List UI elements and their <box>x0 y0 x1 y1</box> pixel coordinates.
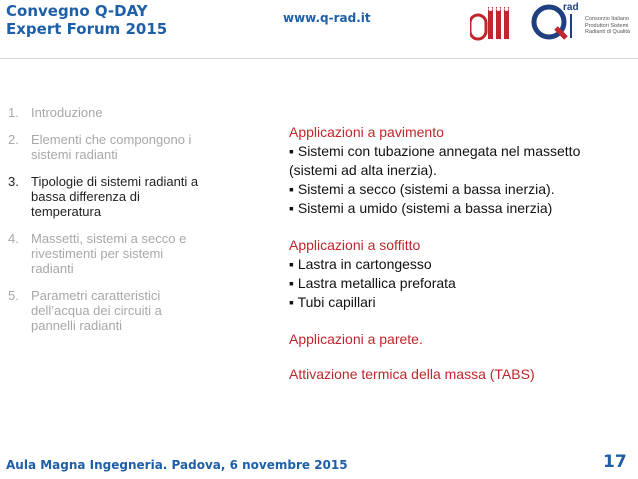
qrad-caption-line-1: Consorzio Italiano <box>585 16 630 22</box>
page-number: 17 <box>603 452 627 472</box>
event-title <box>6 2 167 38</box>
footer-event-info: Aula Magna Ingegneria. Padova, 6 novembre 2015 <box>6 458 348 472</box>
toc-number: 2. <box>8 132 19 147</box>
toc-number: 1. <box>8 105 19 120</box>
toc-label: Massetti, sistemi a secco e rivestimenti per sistemi radianti <box>31 231 187 276</box>
toc-item-5[interactable] <box>8 288 203 333</box>
spacer <box>289 218 629 236</box>
spacer <box>289 312 629 330</box>
toc-label: Elementi che compongono i sistemi radianti <box>31 132 192 162</box>
soffitto-heading: Applicazioni a soffitto <box>289 237 421 253</box>
toc-number: 3. <box>8 174 19 189</box>
toc-item-4[interactable] <box>8 231 203 276</box>
toc-number: 4. <box>8 231 19 246</box>
qrad-caption-line-2: Produttori Sistemi <box>585 22 629 29</box>
event-title-line-1: Convegno Q-DAY <box>6 2 148 20</box>
qrad-caption-line-3: Radianti di Qualità <box>585 29 630 35</box>
bullet-item: ▪ Tubi capillari <box>289 294 376 310</box>
bullet-item: ▪ Sistemi a secco (sistemi a bassa inerzia). <box>289 181 555 197</box>
bullet-item: ▪ Sistemi con tubazione annegata nel massetto (sistemi ad alta inerzia). <box>289 143 581 178</box>
bullet-item: ▪ Lastra in cartongesso <box>289 256 432 272</box>
bullet-item: ▪ Lastra metallica preforata <box>289 275 456 291</box>
toc-number: 5. <box>8 288 19 303</box>
bullet-item: ▪ Sistemi a umido (sistemi a bassa inerzia) <box>289 200 553 216</box>
slide-content <box>289 123 629 384</box>
diii-logo-icon <box>470 5 514 41</box>
qrad-logo-caption <box>585 16 630 36</box>
qrad-logo-label: rad <box>563 2 579 13</box>
parete-heading: Applicazioni a parete. <box>289 331 423 347</box>
website-link[interactable]: www.q-rad.it <box>283 11 371 25</box>
event-title-line-2: Expert Forum 2015 <box>6 20 168 38</box>
header-divider <box>0 58 638 59</box>
table-of-contents <box>8 105 203 345</box>
toc-label: Parametri caratteristici dell’acqua dei circuiti a pannelli radianti <box>31 288 162 333</box>
toc-item-3[interactable] <box>8 174 203 219</box>
toc-item-1[interactable] <box>8 105 203 120</box>
tabs-heading: Attivazione termica della massa (TABS) <box>289 366 535 382</box>
spacer <box>289 349 629 365</box>
toc-label: Tipologie di sistemi radianti a bassa differenza di temperatura <box>31 174 199 219</box>
toc-label: Introduzione <box>31 105 103 120</box>
pavimento-heading: Applicazioni a pavimento <box>289 124 444 140</box>
toc-item-2[interactable] <box>8 132 203 162</box>
